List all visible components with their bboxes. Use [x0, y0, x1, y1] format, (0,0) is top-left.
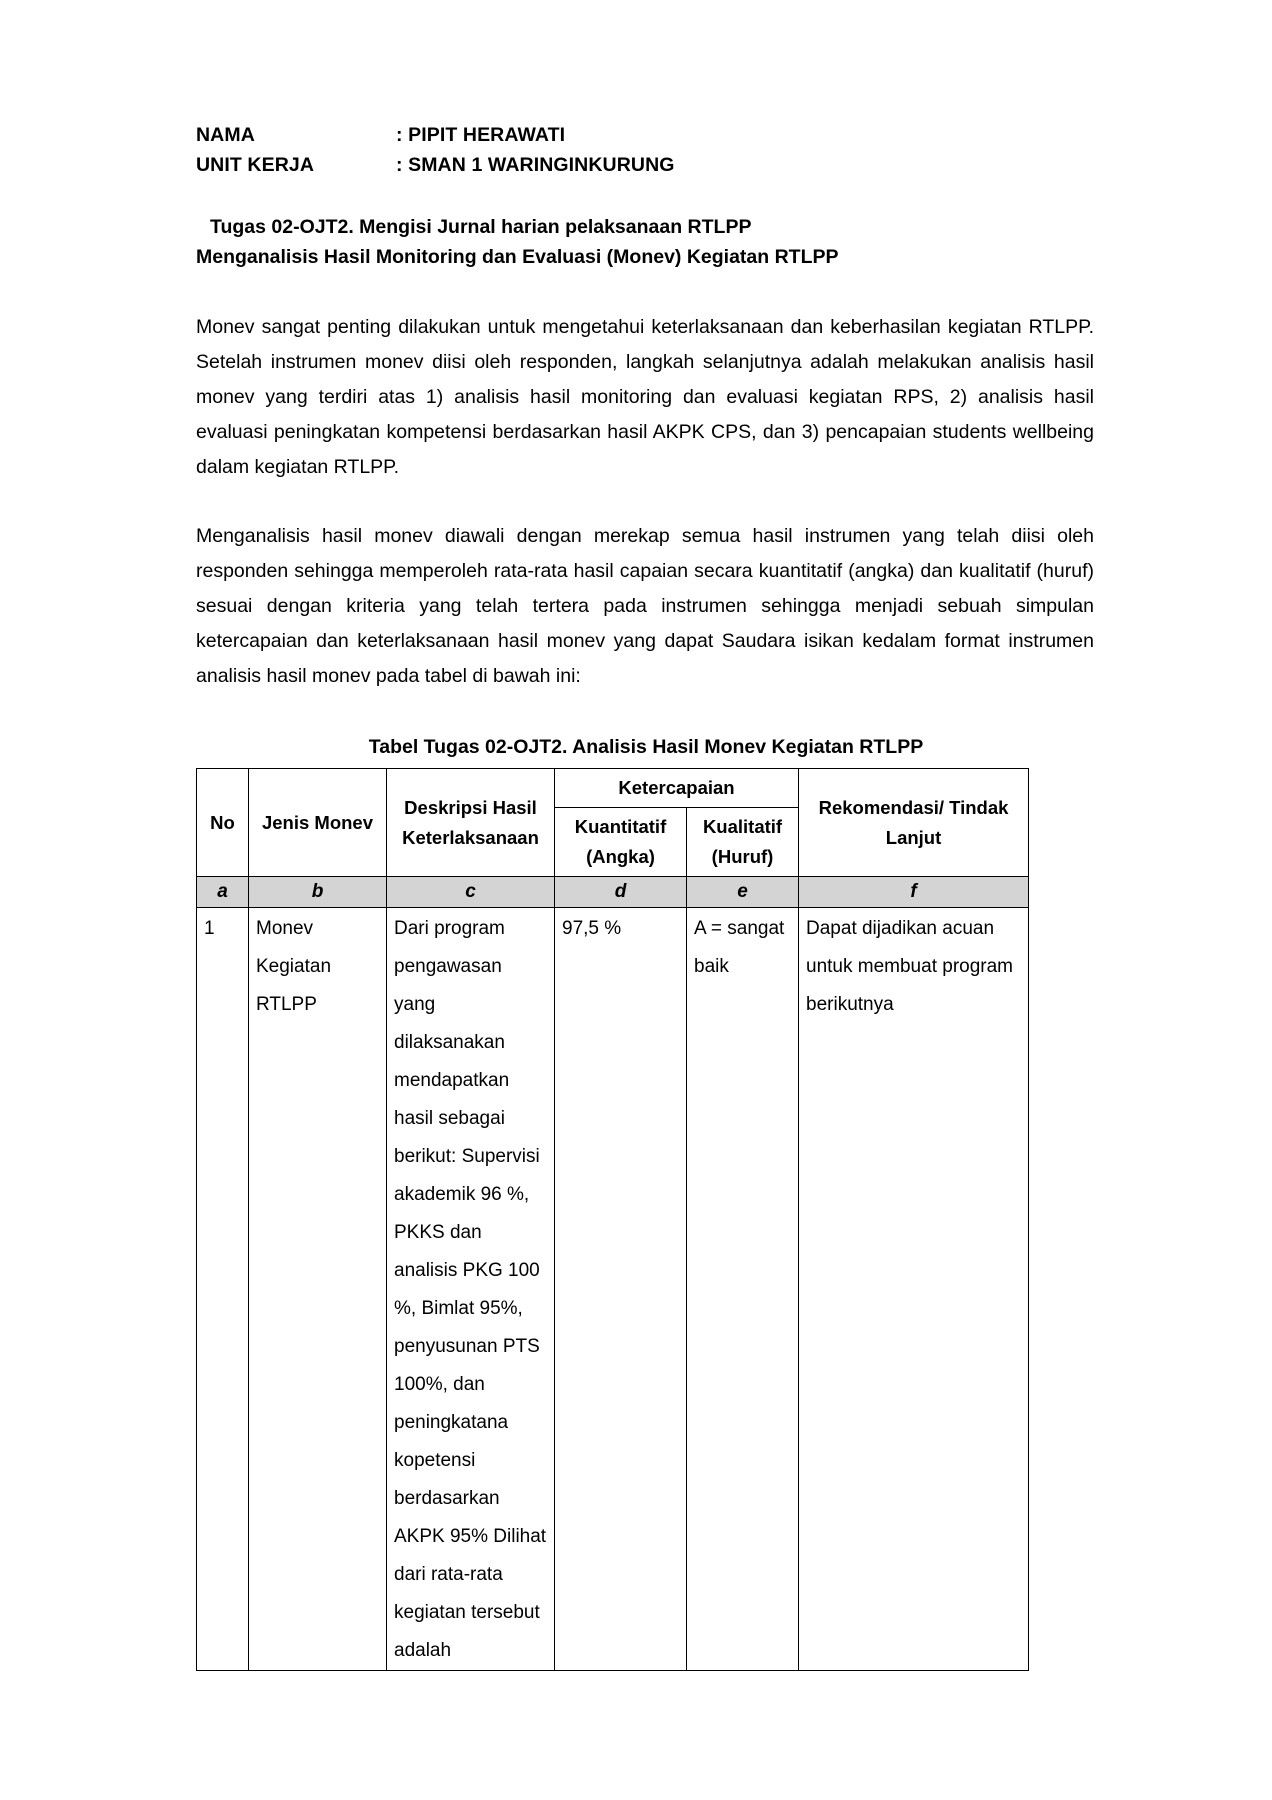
- cell-jenis-monev: Monev Kegiatan RTLPP: [249, 908, 387, 1671]
- table-letter-row: [197, 877, 1029, 908]
- identity-value-nama: : PIPIT HERAWATI: [396, 124, 566, 146]
- cell-no: 1: [197, 908, 249, 1671]
- header-ketercapaian: Ketercapaian: [555, 769, 799, 808]
- identity-row-nama: [196, 120, 1096, 150]
- letter-d: d: [555, 877, 687, 908]
- header-kualitatif: Kualitatif (Huruf): [687, 808, 799, 877]
- letter-e: e: [687, 877, 799, 908]
- cell-kualitatif: A = sangat baik: [687, 908, 799, 1671]
- identity-row-unit-kerja: [196, 150, 1096, 180]
- task-title: [196, 212, 1096, 272]
- identity-label-unit-kerja: UNIT KERJA: [196, 154, 315, 176]
- identity-block: [196, 120, 1096, 180]
- cell-deskripsi: Dari program pengawasan yang dilaksanakan mendapatkan hasil sebagai berikut: Supervisi akademik 96 %, PKKS dan analisis PKG 100 %, Bimlat 95%, penyusunan PTS 100%, dan peningkatana kopetensi berdasarkan AKPK 95% Dilihat dari rata-rata kegiatan tersebut adalah: [387, 908, 555, 1671]
- letter-f: f: [799, 877, 1029, 908]
- paragraph-method: Menganalisis hasil monev diawali dengan merekap semua hasil instrumen yang telah diisi oleh responden sehingga memperoleh rata-rata hasil capaian secara kuantitatif (angka) dan kualitatif (huruf) sesuai dengan kriteria yang telah tertera pada instrumen sehingga menjadi sebuah simpulan ketercapaian dan keterlaksanaan hasil monev yang dapat Saudara isikan kedalam format instrumen analisis hasil monev pada tabel di bawah ini:: [196, 525, 1094, 687]
- header-jenis-monev: Jenis Monev: [249, 769, 387, 877]
- cell-kuantitatif: 97,5 %: [555, 908, 687, 1671]
- table-caption: Tabel Tugas 02-OJT2. Analisis Hasil Monev Kegiatan RTLPP: [368, 736, 924, 758]
- table-row: [197, 908, 1029, 1671]
- letter-b: b: [249, 877, 387, 908]
- task-title-line-1: Tugas 02-OJT2. Mengisi Jurnal harian pelaksanaan RTLPP: [210, 216, 752, 238]
- identity-label-nama: NAMA: [196, 124, 255, 146]
- cell-rekomendasi: Dapat dijadikan acuan untuk membuat program berikutnya: [799, 908, 1029, 1671]
- identity-value-unit-kerja: : SMAN 1 WARINGINKURUNG: [396, 154, 675, 176]
- header-no: No: [197, 769, 249, 877]
- monev-analysis-table: [196, 768, 1029, 1671]
- header-rekomendasi: Rekomendasi/ Tindak Lanjut: [799, 769, 1029, 877]
- table-header-row-primary: [197, 769, 1029, 808]
- header-deskripsi-hasil: Deskripsi Hasil Keterlaksanaan: [387, 769, 555, 877]
- letter-a: a: [197, 877, 249, 908]
- paragraph-intro: Monev sangat penting dilakukan untuk mengetahui keterlaksanaan dan keberhasilan kegiatan RTLPP. Setelah instrumen monev diisi oleh responden, langkah selanjutnya adalah melakukan analisis hasil monev yang terdiri atas 1) analisis hasil monitoring dan evaluasi kegiatan RPS, 2) analisis hasil evaluasi peningkatan kompetensi berdasarkan hasil AKPK CPS, dan 3) pencapaian students wellbeing dalam kegiatan RTLPP.: [196, 316, 1094, 478]
- task-title-line-2: Menganalisis Hasil Monitoring dan Evaluasi (Monev) Kegiatan RTLPP: [196, 246, 839, 268]
- letter-c: c: [387, 877, 555, 908]
- header-kuantitatif: Kuantitatif (Angka): [555, 808, 687, 877]
